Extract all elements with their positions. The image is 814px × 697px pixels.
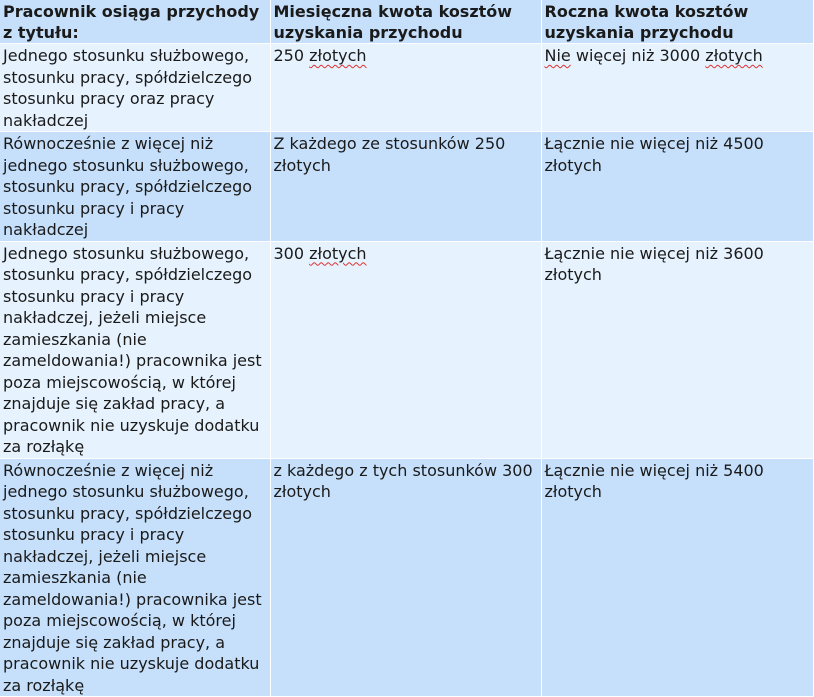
annual-prefix: Nie: [544, 46, 571, 65]
cell-annual: [541, 44, 813, 132]
monthly-unit: złotych: [309, 46, 367, 65]
cell-monthly: z każdego z tych stosunków 300 złotych: [270, 458, 541, 697]
cell-annual: Łącznie nie więcej niż 3600 złotych: [541, 241, 813, 458]
monthly-amount: 300: [273, 243, 305, 263]
cell-source: Jednego stosunku służbowego, stosunku pracy, spółdzielczego stosunku pracy i pracy nakładczej, jeżeli miejsce zamieszkania (nie zameldowania!) pracownika jest poza miejscowością, w której znajduje się zakład pracy, a pracownik nie uzyskuje dodatku za rozłąkę: [0, 241, 270, 458]
cell-annual: Łącznie nie więcej niż 4500 złotych: [541, 132, 813, 242]
cell-source: Równocześnie z więcej niż jednego stosunku służbowego, stosunku pracy, spółdzielczego stosunku pracy i pracy nakładczej, jeżeli miejsce zamieszkania (nie zameldowania!) pracownika jest poza miejscowością, w której znajduje się zakład pracy, a pracownik nie uzyskuje dodatku za rozłąkę: [0, 458, 270, 697]
cell-source: Równocześnie z więcej niż jednego stosunku służbowego, stosunku pracy, spółdzielczego stosunku pracy i pracy nakładczej: [0, 132, 270, 242]
header-source: Pracownik osiąga przychody z tytułu:: [0, 0, 270, 44]
header-annual-cost: Roczna kwota kosztów uzyskania przychodu: [541, 0, 813, 44]
table-row: [0, 132, 813, 242]
table-row: [0, 241, 813, 458]
cell-monthly: [270, 44, 541, 132]
table-row: [0, 44, 813, 132]
annual-unit: złotych: [705, 46, 763, 65]
cell-monthly: Z każdego ze stosunków 250 złotych: [270, 132, 541, 242]
monthly-amount: 250: [273, 46, 305, 65]
cell-monthly: [270, 241, 541, 458]
table-row: [0, 458, 813, 697]
cell-source: Jednego stosunku służbowego, stosunku pracy, spółdzielczego stosunku pracy oraz pracy nakładczej: [0, 44, 270, 132]
annual-middle: więcej niż 3000: [575, 46, 701, 65]
header-monthly-cost: Miesięczna kwota kosztów uzyskania przychodu: [270, 0, 541, 44]
cell-annual: Łącznie nie więcej niż 5400 złotych: [541, 458, 813, 697]
header-row: [0, 0, 813, 44]
monthly-unit: złotych: [309, 243, 367, 263]
